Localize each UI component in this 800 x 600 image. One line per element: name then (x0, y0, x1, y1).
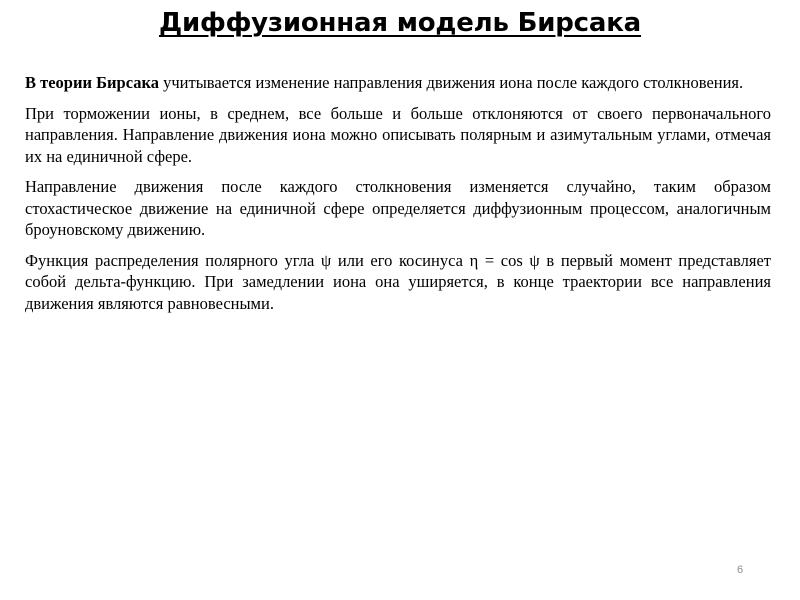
paragraph-bold-lead: В теории Бирсака (25, 73, 159, 92)
paragraph-deceleration: При торможении ионы, в среднем, все больше и больше отклоняются от своего первоначального направления. Направление движения иона можно описывать полярным и азимутальным углами, отмечая их на единичной сфере. (25, 103, 771, 166)
paragraph-birsak-theory (25, 72, 771, 94)
paragraph-text: учитывается изменение направления движения иона после каждого столкновения. (159, 73, 744, 92)
slide-body (25, 72, 771, 323)
paragraph-distribution-function: Функция распределения полярного угла ψ или его косинуса η = cos ψ в первый момент представляет собой дельта-функцию. При замедлении иона она уширяется, в конце траектории все направления движения являются равновесными. (25, 250, 771, 313)
slide-title: Диффузионная модель Бирсака (159, 8, 641, 38)
page-number: 6 (736, 564, 744, 576)
paragraph-stochastic-motion: Направление движения после каждого столкновения изменяется случайно, таким образом стохастическое движение на единичной сфере определяется диффузионным процессом, аналогичным броуновскому движению. (25, 177, 771, 239)
